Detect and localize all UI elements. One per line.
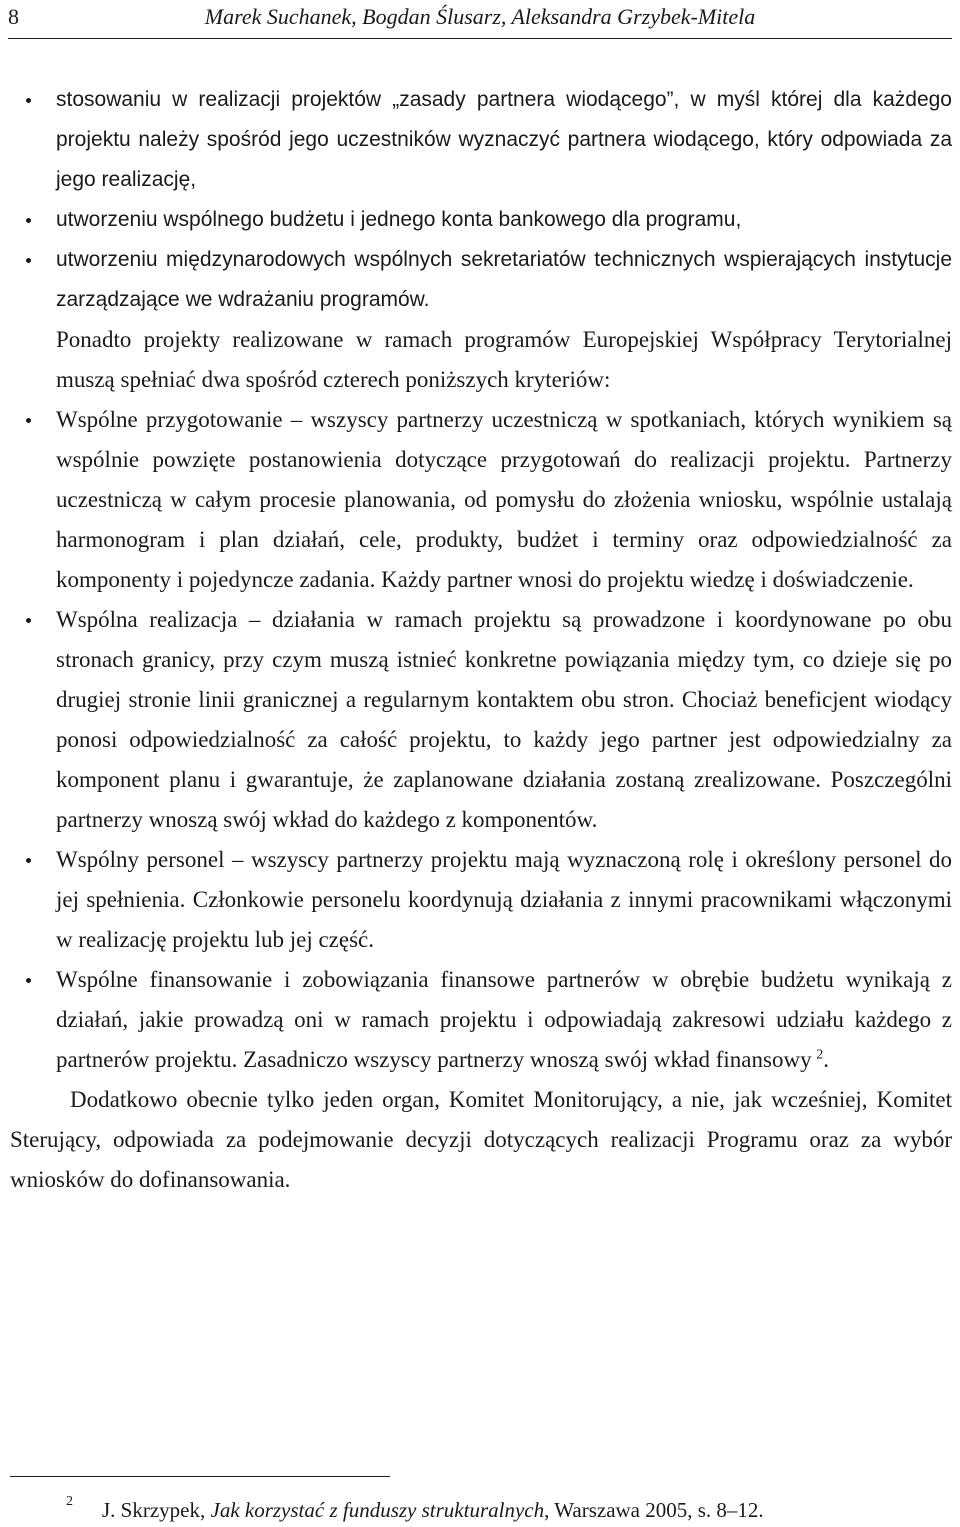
footnote-reference[interactable]: 2 — [816, 1047, 824, 1063]
intro-paragraph: Ponadto projekty realizowane w ramach programów Europejskiej Współpracy Terytorialnej muszą spełniać dwa spośród czterech poniższych kryteriów: — [56, 327, 952, 392]
list-item-text: Wspólny personel – wszyscy partnerzy projektu mają wyznaczoną rolę i określony personel do jej spełnienia. Członkowie personelu koordynują działania z innymi pracownikami włączonymi w realizację projektu lub jej część. — [56, 847, 952, 952]
bullet-icon — [26, 98, 31, 103]
bullet-icon — [26, 858, 31, 863]
bullet-icon — [26, 618, 31, 623]
list-item — [10, 840, 952, 960]
footnote-text: J. Skrzypek, Jak korzystać z funduszy strukturalnych, Warszawa 2005, s. 8–12. — [102, 1498, 764, 1522]
list-item-text: stosowaniu w realizacji projektów „zasady partnera wiodącego”, w myśl której dla każdego projektu należy spośród jego uczestników wyznaczyć partnera wiodącego, który odpowiada za jego realizację, — [56, 88, 952, 191]
list-item — [10, 240, 952, 320]
bullet-icon — [26, 258, 31, 263]
list-item — [10, 400, 952, 600]
list-item-text: Wspólne finansowanie i zobowiązania finansowe partnerów w obrębie budżetu wynikają z działań, jakie prowadzą oni w ramach projektu i odpowiadają zakresowi udziału każdego z partnerów projektu. Zasadniczo wszyscy partnerzy wnoszą swój wkład finansowy — [56, 967, 952, 1072]
bullet-icon — [26, 978, 31, 983]
feature-list — [10, 80, 952, 320]
list-item — [10, 200, 952, 240]
footnote-title: Jak korzystać z funduszy strukturalnych — [210, 1498, 545, 1522]
footnote — [10, 1496, 952, 1524]
page-body — [10, 80, 952, 1200]
bullet-icon — [26, 418, 31, 423]
closing-paragraph: Dodatkowo obecnie tylko jeden organ, Komitet Monitorujący, a nie, jak wcześniej, Komitet Sterujący, odpowiada za podejmowanie decyzji dotyczących realizacji Programu oraz za wybór wniosków do dofinansowania. — [10, 1087, 952, 1192]
criteria-list — [10, 400, 952, 1080]
list-item — [10, 80, 952, 200]
list-item-text: utworzeniu międzynarodowych wspólnych sekretariatów technicznych wspierających instytucje zarządzające we wdrażaniu programów. — [56, 248, 952, 311]
list-item — [10, 600, 952, 840]
list-item-text: Wspólne przygotowanie – wszyscy partnerzy uczestniczą w spotkaniach, których wynikiem są wspólnie powzięte postanowienia dotyczące przygotowań do realizacji projektu. Partnerzy uczestniczą w całym procesie planowania, od pomysłu do złożenia wniosku, wspólnie ustalają harmonogram i plan działań, cele, produkty, budżet i terminy oraz odpowiedzialność za komponenty i pojedyncze zadania. Każdy partner wnosi do projektu wiedzę i doświadczenie. — [56, 407, 952, 592]
page-number: 8 — [8, 4, 19, 29]
running-head: Marek Suchanek, Bogdan Ślusarz, Aleksandra Grzybek-Mitela — [204, 4, 756, 29]
bullet-icon — [26, 218, 31, 223]
page-header — [0, 0, 960, 40]
header-rule — [8, 38, 952, 39]
list-item-text: Wspólna realizacja – działania w ramach projektu są prowadzone i koordynowane po obu stronach granicy, przy czym muszą istnieć konkretne powiązania między tym, co dzieje się po drugiej stronie linii granicznej a regularnym kontaktem obu stron. Chociaż beneficjent wiodący ponosi odpowiedzialność za całość projektu, to każdy jego partner jest odpowiedzialny za komponent planu i gwarantuje, że zaplanowane działania zostaną zrealizowane. Poszczególni partnerzy wnoszą swój wkład do każdego z komponentów. — [56, 607, 952, 832]
footnote-rule — [10, 1476, 390, 1477]
list-item: Wspólne finansowanie i zobowiązania finansowe partnerów w obrębie budżetu wynikają z działań, jakie prowadzą oni w ramach projektu i odpowiadają zakresowi udziału każdego z partnerów projektu. Zasadniczo wszyscy partnerzy wnoszą swój wkład finansowy $^2$. — [10, 960, 952, 1080]
footnote-mark: 2 — [66, 1494, 73, 1509]
list-item-text: utworzeniu wspólnego budżetu i jednego konta bankowego dla programu, — [56, 208, 742, 231]
